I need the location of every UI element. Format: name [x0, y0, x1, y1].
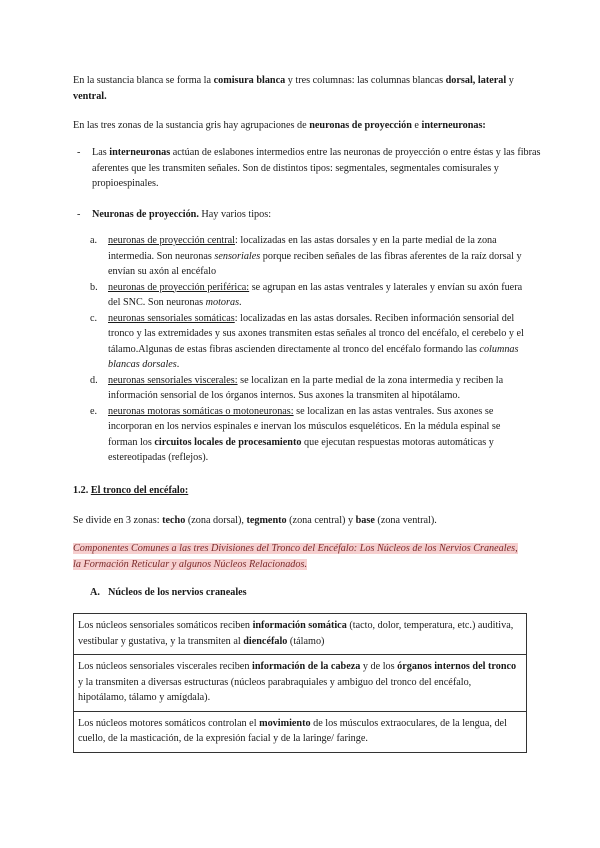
text: .: [239, 297, 242, 308]
list-item: [90, 373, 530, 404]
text: En las tres zonas de la sustancia gris hay agrupaciones de: [73, 120, 310, 131]
text: y: [506, 75, 514, 86]
bold-term: ventral.: [73, 90, 107, 102]
text: porque reciben señales de las fibras aferentes de la raíz dorsal y envían su axón al encéfalo: [108, 250, 522, 277]
bold-term: comisura blanca: [213, 75, 286, 86]
list-item: [90, 233, 530, 280]
bold-term: techo: [162, 515, 186, 526]
underlined-term: neuronas de proyección central: [108, 235, 236, 246]
section-number: 1.2.: [73, 485, 91, 496]
bold-term: circuitos locales de procesamiento: [154, 436, 302, 448]
text: (zona ventral).: [374, 515, 437, 526]
text: Hay varios tipos:: [198, 209, 272, 220]
neuron-types-list: [90, 233, 530, 466]
bold-term: movimiento: [259, 717, 311, 729]
table-row: [74, 614, 526, 655]
text: y tres columnas: las columnas blancas: [285, 75, 446, 86]
text: e: [411, 120, 422, 131]
table-row: [74, 712, 526, 753]
italic-term: sensoriales: [214, 250, 261, 262]
list-item: [90, 404, 530, 466]
text: En la sustancia blanca se forma la: [73, 75, 214, 86]
subsection-title: Núcleos de los nervios craneales: [108, 587, 247, 598]
text: (zona dorsal),: [185, 515, 247, 526]
underlined-term: neuronas sensoriales viscerales:: [108, 374, 238, 386]
list-marker: e.: [90, 405, 98, 417]
text: que ejecutan respuestas motoras automáticas y estereotipadas (reflejos).: [108, 436, 494, 463]
text: de los músculos extraoculares, de la lengua, del cuello, de la masticación, de la expresión facial y de la laringe/ faringe.: [78, 717, 507, 744]
bold-term: base: [355, 515, 375, 526]
highlighted-subtitle: [73, 541, 523, 572]
text: .: [176, 359, 180, 370]
paragraph-white-matter: [73, 73, 528, 104]
text: Los núcleos sensoriales somáticos reciben: [78, 620, 253, 631]
italic-term: motoras: [205, 297, 240, 308]
highlight-text: Componentes Comunes a las tres Divisiones del Tronco del Encéfalo: Los Núcleos de los Nervios Craneales, la Formación Reticular y algunos Núcleos Relacionados.: [73, 543, 518, 570]
italic-term: columnas blancas dorsales: [108, 343, 519, 370]
text: se localizan en las astas ventrales. Sus axones se incorporan en los nervios espinales e inervan los músculos esqueléticos. En la médula espinal se forman los: [108, 405, 501, 448]
text: (zona central) y: [286, 515, 356, 526]
text: actúan de eslabones intermedios entre las neuronas de proyección o entre éstas y las fibras aferentes que les transmiten señales. Son de distintos tipos: segmentales, segmentales comisurales y propioespinales.: [92, 147, 541, 189]
text: y la transmiten a diversas estructuras (núcleos parabraquiales y ambiguo del tronco del encéfalo, hipotálamo, tálamo y amígdala).: [78, 676, 472, 703]
list-item: [90, 311, 530, 373]
subsection-heading: [90, 585, 247, 601]
text: Los núcleos motores somáticos controlan el: [78, 717, 260, 729]
paragraph-gray-matter: [73, 118, 543, 134]
underlined-term: neuronas sensoriales somáticas: [108, 312, 235, 324]
list-marker: -: [77, 209, 81, 220]
table-row: [74, 655, 526, 712]
list-marker: -: [77, 147, 81, 158]
section-heading: [73, 483, 188, 499]
text: : localizadas en las astas dorsales y en la parte medial de la zona intermedia. Son neuronas: [108, 235, 497, 262]
underlined-term: neuronas motoras somáticas o motoneuronas:: [108, 405, 294, 417]
text: (tacto, dolor, temperatura, etc.) auditiva, vestibular y gustativa, y la transmiten al: [78, 620, 514, 647]
text: Los núcleos sensoriales viscerales reciben: [78, 661, 252, 672]
underlined-term: neuronas de proyección periférica:: [108, 281, 250, 293]
bold-term: Neuronas de proyección.: [92, 209, 199, 220]
list-item-projection-neurons: [73, 207, 543, 223]
bold-term: información de la cabeza: [251, 661, 361, 672]
list-item: [90, 280, 530, 311]
list-marker: c.: [90, 312, 98, 324]
bold-term: tegmento: [246, 515, 287, 526]
list-marker: b.: [90, 281, 98, 293]
bold-term: diencéfalo: [243, 635, 288, 647]
list-marker: a.: [90, 235, 98, 246]
paragraph-brainstem-zones: [73, 513, 437, 529]
text: Las: [92, 147, 110, 158]
bold-term: neuronas de proyección: [309, 120, 412, 131]
bold-term: interneuronas:: [421, 120, 486, 131]
list-marker: A.: [90, 587, 100, 598]
text: y de los: [360, 661, 398, 672]
bold-term: órganos internos del tronco: [397, 661, 517, 672]
bold-term: dorsal, lateral: [445, 75, 507, 86]
text: se agrupan en las astas ventrales y laterales y envían su axón fuera del SNC. Son neuronas: [108, 281, 523, 308]
text: se localizan en la parte medial de la zona intermedia y reciben la información sensorial de los órganos internos. Sus axones la transmiten al hipotálamo.: [108, 374, 504, 401]
list-marker: d.: [90, 374, 98, 386]
bold-term: interneuronas: [109, 147, 171, 158]
nuclei-table: [73, 613, 527, 753]
bold-term: información somática: [252, 620, 347, 631]
text: (tálamo): [287, 635, 325, 647]
text: Se divide en 3 zonas:: [73, 515, 163, 526]
list-item-interneurons: [73, 145, 543, 192]
text: : localizadas en las astas dorsales. Reciben información sensorial del tronco y las extremidades y sus axones transmiten estas señales al tronco del encéfalo, el cerebelo y el tálamo.Algunas de estas fibras ascienden directamente al tronco del encéfalo formando las: [108, 312, 524, 355]
section-title: El tronco del encéfalo:: [90, 485, 189, 496]
